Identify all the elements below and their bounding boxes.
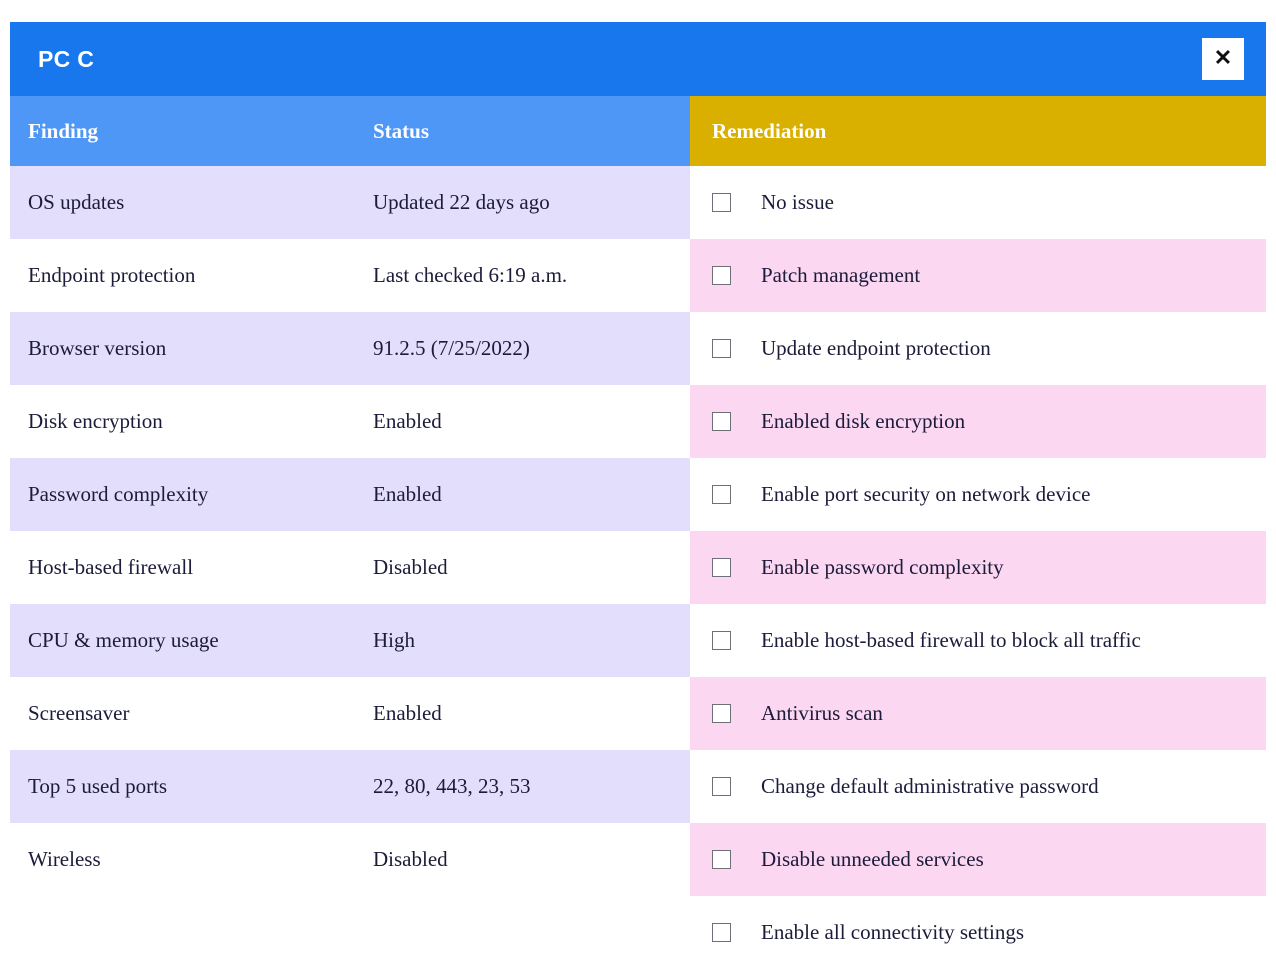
finding-cell: Disk encryption bbox=[10, 385, 355, 458]
remediation-label: Disable unneeded services bbox=[761, 847, 984, 871]
checkbox-icon[interactable] bbox=[712, 850, 731, 869]
close-icon: ✕ bbox=[1213, 45, 1233, 70]
remediation-label: Enable port security on network device bbox=[761, 482, 1091, 506]
remediation-option-row[interactable] bbox=[690, 385, 1266, 458]
finding-cell: Wireless bbox=[10, 823, 355, 896]
page-title: PC C bbox=[38, 45, 95, 72]
dialog-title-bar bbox=[10, 22, 1266, 96]
status-cell: 22, 80, 443, 23, 53 bbox=[355, 750, 690, 823]
remediation-label: Patch management bbox=[761, 263, 921, 287]
remediation-option-row[interactable] bbox=[690, 166, 1266, 239]
checkbox-icon[interactable] bbox=[712, 412, 731, 431]
checkbox-icon[interactable] bbox=[712, 485, 731, 504]
status-cell: Last checked 6:19 a.m. bbox=[355, 239, 690, 312]
table-row bbox=[10, 823, 690, 896]
table-row bbox=[10, 166, 690, 239]
remediation-option-row[interactable] bbox=[690, 896, 1266, 969]
remediation-column bbox=[690, 96, 1266, 969]
status-cell: Disabled bbox=[355, 531, 690, 604]
finding-cell: Host-based firewall bbox=[10, 531, 355, 604]
finding-cell: Top 5 used ports bbox=[10, 750, 355, 823]
remediation-option-row[interactable] bbox=[690, 239, 1266, 312]
status-cell: Enabled bbox=[355, 677, 690, 750]
table-row bbox=[10, 385, 690, 458]
finding-cell: Endpoint protection bbox=[10, 239, 355, 312]
dialog-content bbox=[10, 96, 1266, 969]
table-row bbox=[10, 604, 690, 677]
remediation-label: No issue bbox=[761, 190, 834, 214]
table-row bbox=[10, 312, 690, 385]
remediation-option-row[interactable] bbox=[690, 750, 1266, 823]
status-cell: Disabled bbox=[355, 823, 690, 896]
table-row bbox=[10, 531, 690, 604]
remediation-option-row[interactable] bbox=[690, 823, 1266, 896]
remediation-label: Update endpoint protection bbox=[761, 336, 991, 360]
column-header-remediation: Remediation bbox=[690, 96, 1266, 166]
checkbox-icon[interactable] bbox=[712, 339, 731, 358]
finding-cell: Screensaver bbox=[10, 677, 355, 750]
remediation-label: Enabled disk encryption bbox=[761, 409, 966, 433]
status-cell: High bbox=[355, 604, 690, 677]
column-header-finding: Finding bbox=[10, 96, 355, 166]
pc-c-dialog bbox=[10, 22, 1266, 972]
checkbox-icon[interactable] bbox=[712, 923, 731, 942]
table-row bbox=[10, 458, 690, 531]
remediation-label: Enable host-based firewall to block all traffic bbox=[761, 628, 1141, 652]
findings-table-body bbox=[10, 166, 690, 896]
findings-table bbox=[10, 96, 690, 896]
remediation-option-row[interactable] bbox=[690, 677, 1266, 750]
remediation-label: Enable all connectivity settings bbox=[761, 920, 1025, 944]
table-row bbox=[10, 677, 690, 750]
remediation-option-row[interactable] bbox=[690, 312, 1266, 385]
remediation-option-row[interactable] bbox=[690, 604, 1266, 677]
table-row bbox=[10, 239, 690, 312]
status-cell: Enabled bbox=[355, 458, 690, 531]
remediation-label: Change default administrative password bbox=[761, 774, 1099, 798]
remediation-label: Antivirus scan bbox=[761, 701, 883, 725]
close-button[interactable] bbox=[1202, 38, 1244, 80]
remediation-option-row[interactable] bbox=[690, 458, 1266, 531]
checkbox-icon[interactable] bbox=[712, 193, 731, 212]
checkbox-icon[interactable] bbox=[712, 558, 731, 577]
finding-cell: Password complexity bbox=[10, 458, 355, 531]
checkbox-icon[interactable] bbox=[712, 777, 731, 796]
checkbox-icon[interactable] bbox=[712, 631, 731, 650]
table-row bbox=[10, 750, 690, 823]
checkbox-icon[interactable] bbox=[712, 266, 731, 285]
column-header-status: Status bbox=[355, 96, 690, 166]
finding-cell: CPU & memory usage bbox=[10, 604, 355, 677]
table-header-row bbox=[10, 96, 690, 166]
remediation-label: Enable password complexity bbox=[761, 555, 1004, 579]
status-cell: Updated 22 days ago bbox=[355, 166, 690, 239]
checkbox-icon[interactable] bbox=[712, 704, 731, 723]
finding-cell: Browser version bbox=[10, 312, 355, 385]
status-cell: Enabled bbox=[355, 385, 690, 458]
status-cell: 91.2.5 (7/25/2022) bbox=[355, 312, 690, 385]
finding-cell: OS updates bbox=[10, 166, 355, 239]
remediation-option-row[interactable] bbox=[690, 531, 1266, 604]
